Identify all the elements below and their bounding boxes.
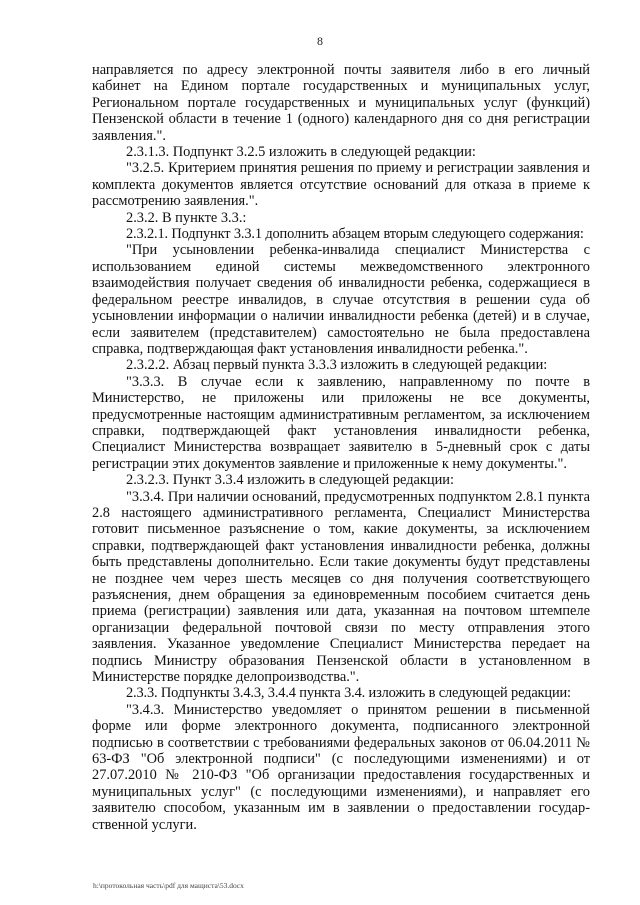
paragraph: 2.3.2. В пункте 3.3.:: [126, 209, 247, 226]
paragraph: "3.3.4. При наличии оснований, предусмотренных подпунктом 2.8.1 пункта 2.8 настоящего административного регламента, Специалист Министерства готовит письменное разъяснение о том, какие документы, за исключением справки, подтверждающей факт установления инвалидности ребенка, должны быть представлены дополнительно. Если такие документы будут представлены не позднее чем через шесть месяцев со дня получения соответствующего разъяснения, днем обращения за единовременным пособием считается день приема (регистрации) заявления или дата, указанная на почтовом штемпеле организации федеральной почтовой связи по месту отправления этого заявления. Указанное уведомление Специалист Министерства передает на подпись Министру образования Пензенской области в установленном в Министерстве порядке делопроизводства.".: [92, 488, 590, 686]
paragraph: "3.3.3. В случае если к заявлению, направленному по почте в Министерство, не приложены или приложены не все документы, предусмотренные настоящим административным регламентом, за исключением справки, подтверждающей факт установления инвалидности ребенка, Специалист Министерства возвращает заявителю в 5-дневный срок с даты регистрации этих документов заявление и приложенные к нему документы.".: [92, 373, 590, 472]
footer-file-path: h:\протокольная часть\pdf для мащиста\53.docx: [93, 881, 244, 890]
paragraph: 2.3.2.3. Пункт 3.3.4 изложить в следующей редакции:: [126, 472, 455, 489]
paragraph: "3.4.3. Министерство уведомляет о принятом решении в письменной форме или форме электронного документа, подписанного электронной подписью в соответствии с требованиями федеральных законов от 06.04.2011 № 63-ФЗ "Об электронной подписи" (с последующими изменениями) и от 27.07.2010 № 210-ФЗ "Об организации предоставления государственных и муниципальных услуг" (с последующими изменениями), и направляет его заявителю способом, указанным им в заявлении о предоставлении государственной услуги.: [92, 701, 590, 833]
page-number: 8: [317, 34, 323, 48]
paragraph: 2.3.1.3. Подпункт 3.2.5 изложить в следующей редакции:: [126, 144, 476, 161]
paragraph: "3.2.5. Критерием принятия решения по приему и регистрации заявления и комплекта документов является отсутствие оснований для отказа в приеме к рассмотрению заявления.".: [92, 160, 590, 210]
paragraph: "При усыновлении ребенка-инвалида специалист Министерства с использованием единой системы межведомственного электронного взаимодействия получает сведения об инвалидности ребенка, содержащиеся в федеральном реестре инвалидов, в случае отсутствия в решении суда об усыновлении информации о наличии инвалидности ребенка (детей) и в случае, если заявителем (представителем) самостоятельно не была предоставлена справка, подтверждающая факт установления инвалидности ребенка.".: [92, 242, 590, 357]
paragraph: 2.3.2.2. Абзац первый пункта 3.3.3 изложить в следующей редакции:: [126, 357, 548, 374]
document-body: [92, 62, 590, 833]
paragraph: 2.3.2.1. Подпункт 3.3.1 дополнить абзацем вторым следующего содержания:: [126, 226, 584, 243]
paragraph: 2.3.3. Подпункты 3.4.3, 3.4.4 пункта 3.4. изложить в следующей редакции:: [126, 685, 571, 702]
paragraph: направляется по адресу электронной почты заявителя либо в его личный кабинет на Едином портале государственных и муниципальных услуг, Региональном портале государственных и муниципальных услуг (функций) Пензенской области в течение 1 (одного) календарного дня со дня регистрации заявления.".: [92, 62, 590, 144]
